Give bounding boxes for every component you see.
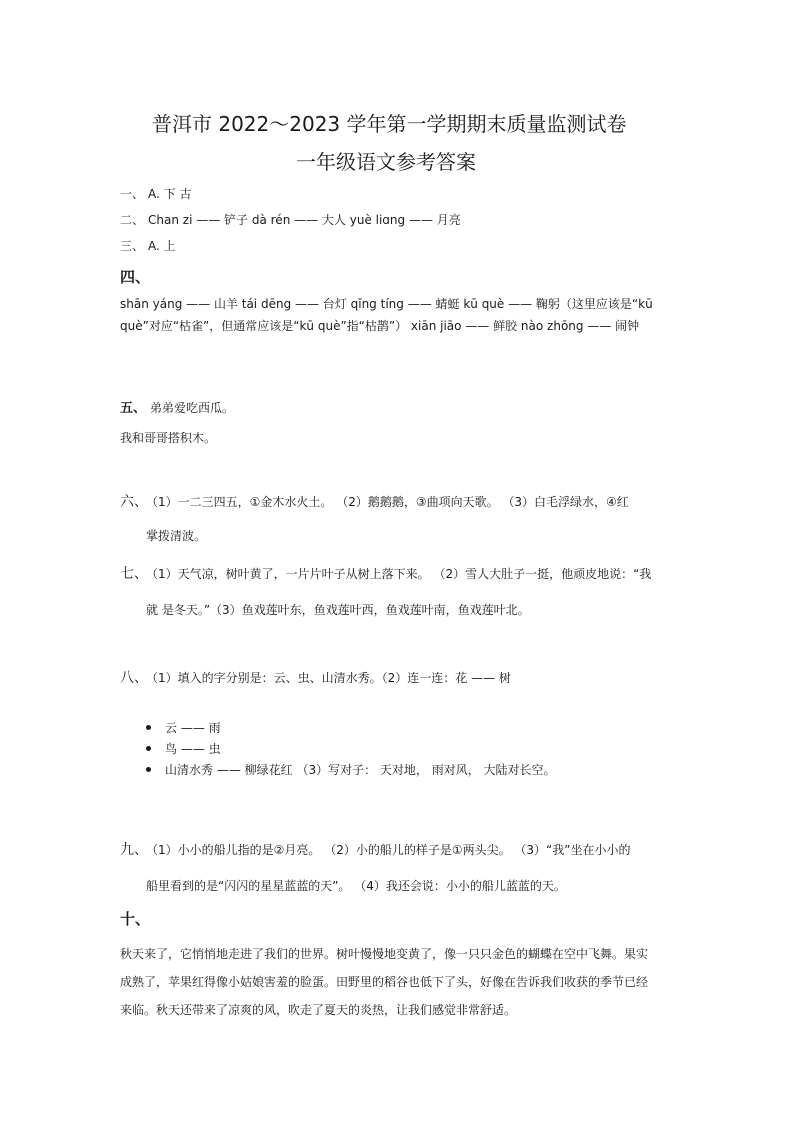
section-5-label: 五、 <box>120 401 147 416</box>
section-3-text: A. 上 <box>148 239 176 253</box>
bullet-icon <box>146 725 151 730</box>
section-3 <box>120 238 176 254</box>
section-9 <box>120 842 631 858</box>
section-4-line-1: shān yáng —— 山羊 tái dēng —— 台灯 qīng tíng —— 蜻蜓 kū què —— 鞠躬（这里应该是“kū <box>120 297 653 311</box>
list-item <box>146 762 556 778</box>
list-item-text: 鸟 —— 虫 <box>165 742 221 756</box>
section-9-line-2: 船里看到的是“闪闪的星星蓝蓝的天”。 （4）我还会说：小小的船儿蓝蓝的天。 <box>146 879 566 893</box>
section-8 <box>120 670 511 686</box>
section-6-line-2: 掌拨清波。 <box>146 529 207 543</box>
section-10-line-3: 来临。秋天还带来了凉爽的风，吹走了夏天的炎热，让我们感觉非常舒适。 <box>120 1003 517 1017</box>
section-4-line-2: què”对应“枯雀”，但通常应该是“kū què”指“枯鹊”） xiān jiāo —— 鲜胶 nào zhōng —— 闹钟 <box>120 319 640 333</box>
section-10-label: 十、 <box>120 910 151 928</box>
page-title: 普洱市 2022～2023 学年第一学期期末质量监测试卷 <box>152 112 627 136</box>
section-6-line-1: （1）一二三四五，①金木水火土。 （2）鹅鹅鹅，③曲项向天歌。 （3）白毛浮绿水，④红 <box>152 495 629 509</box>
section-4-label: 四、 <box>120 268 151 286</box>
section-10-line-1: 秋天来了，它悄悄地走进了我们的世界。树叶慢慢地变黄了，像一只只金色的蝴蝶在空中飞舞。果实 <box>120 947 649 961</box>
section-1 <box>120 186 191 202</box>
section-10-line-2: 成熟了，苹果红得像小姑娘害羞的脸蛋。田野里的稻谷也低下了头，好像在告诉我们收获的季节已经 <box>120 975 649 989</box>
section-8-line-1: （1）填入的字分别是：云、虫、山清水秀。（2）连一连：花 —— 树 <box>152 671 511 685</box>
section-7-line-1: （1）天气凉，树叶黄了，一片片叶子从树上落下来。 （2）雪人大肚子一挺，他顽皮地说：“我 <box>152 567 652 581</box>
section-5-line-1: 弟弟爱吃西瓜。 <box>150 401 235 415</box>
list-item <box>146 720 221 736</box>
section-7 <box>120 566 651 582</box>
section-3-label: 三、 <box>120 239 145 253</box>
section-7-line-2: 就 是冬天。”（3）鱼戏莲叶东，鱼戏莲叶西，鱼戏莲叶南，鱼戏莲叶北。 <box>146 603 530 617</box>
section-6-label: 六、 <box>120 494 148 510</box>
section-2 <box>120 212 461 228</box>
section-1-label: 一、 <box>120 187 145 201</box>
section-8-label: 八、 <box>120 670 148 686</box>
list-item <box>146 741 221 757</box>
list-item-text: 山清水秀 —— 柳绿花红 （3）写对子： 天对地， 雨对风， 大陆对长空。 <box>165 763 556 777</box>
section-2-label: 二、 <box>120 213 145 227</box>
bullet-icon <box>146 767 151 772</box>
page-subtitle: 一年级语文参考答案 <box>296 150 476 174</box>
section-9-label: 九、 <box>120 842 148 858</box>
bullet-icon <box>146 746 151 751</box>
section-9-line-1: （1）小小的船儿指的是②月亮。 （2）小的船儿的样子是①两头尖。 （3）“我”坐在小小的 <box>152 843 631 857</box>
list-item-text: 云 —— 雨 <box>165 721 221 735</box>
section-6 <box>120 494 629 510</box>
section-1-text: A. 下 古 <box>148 187 192 201</box>
section-5 <box>120 400 234 417</box>
section-7-label: 七、 <box>120 566 148 582</box>
section-5-line-2: 我和哥哥搭积木。 <box>120 431 217 445</box>
section-2-text: Chan zi —— 铲子 dà rén —— 大人 yuè liɑng —— 月亮 <box>148 213 461 227</box>
